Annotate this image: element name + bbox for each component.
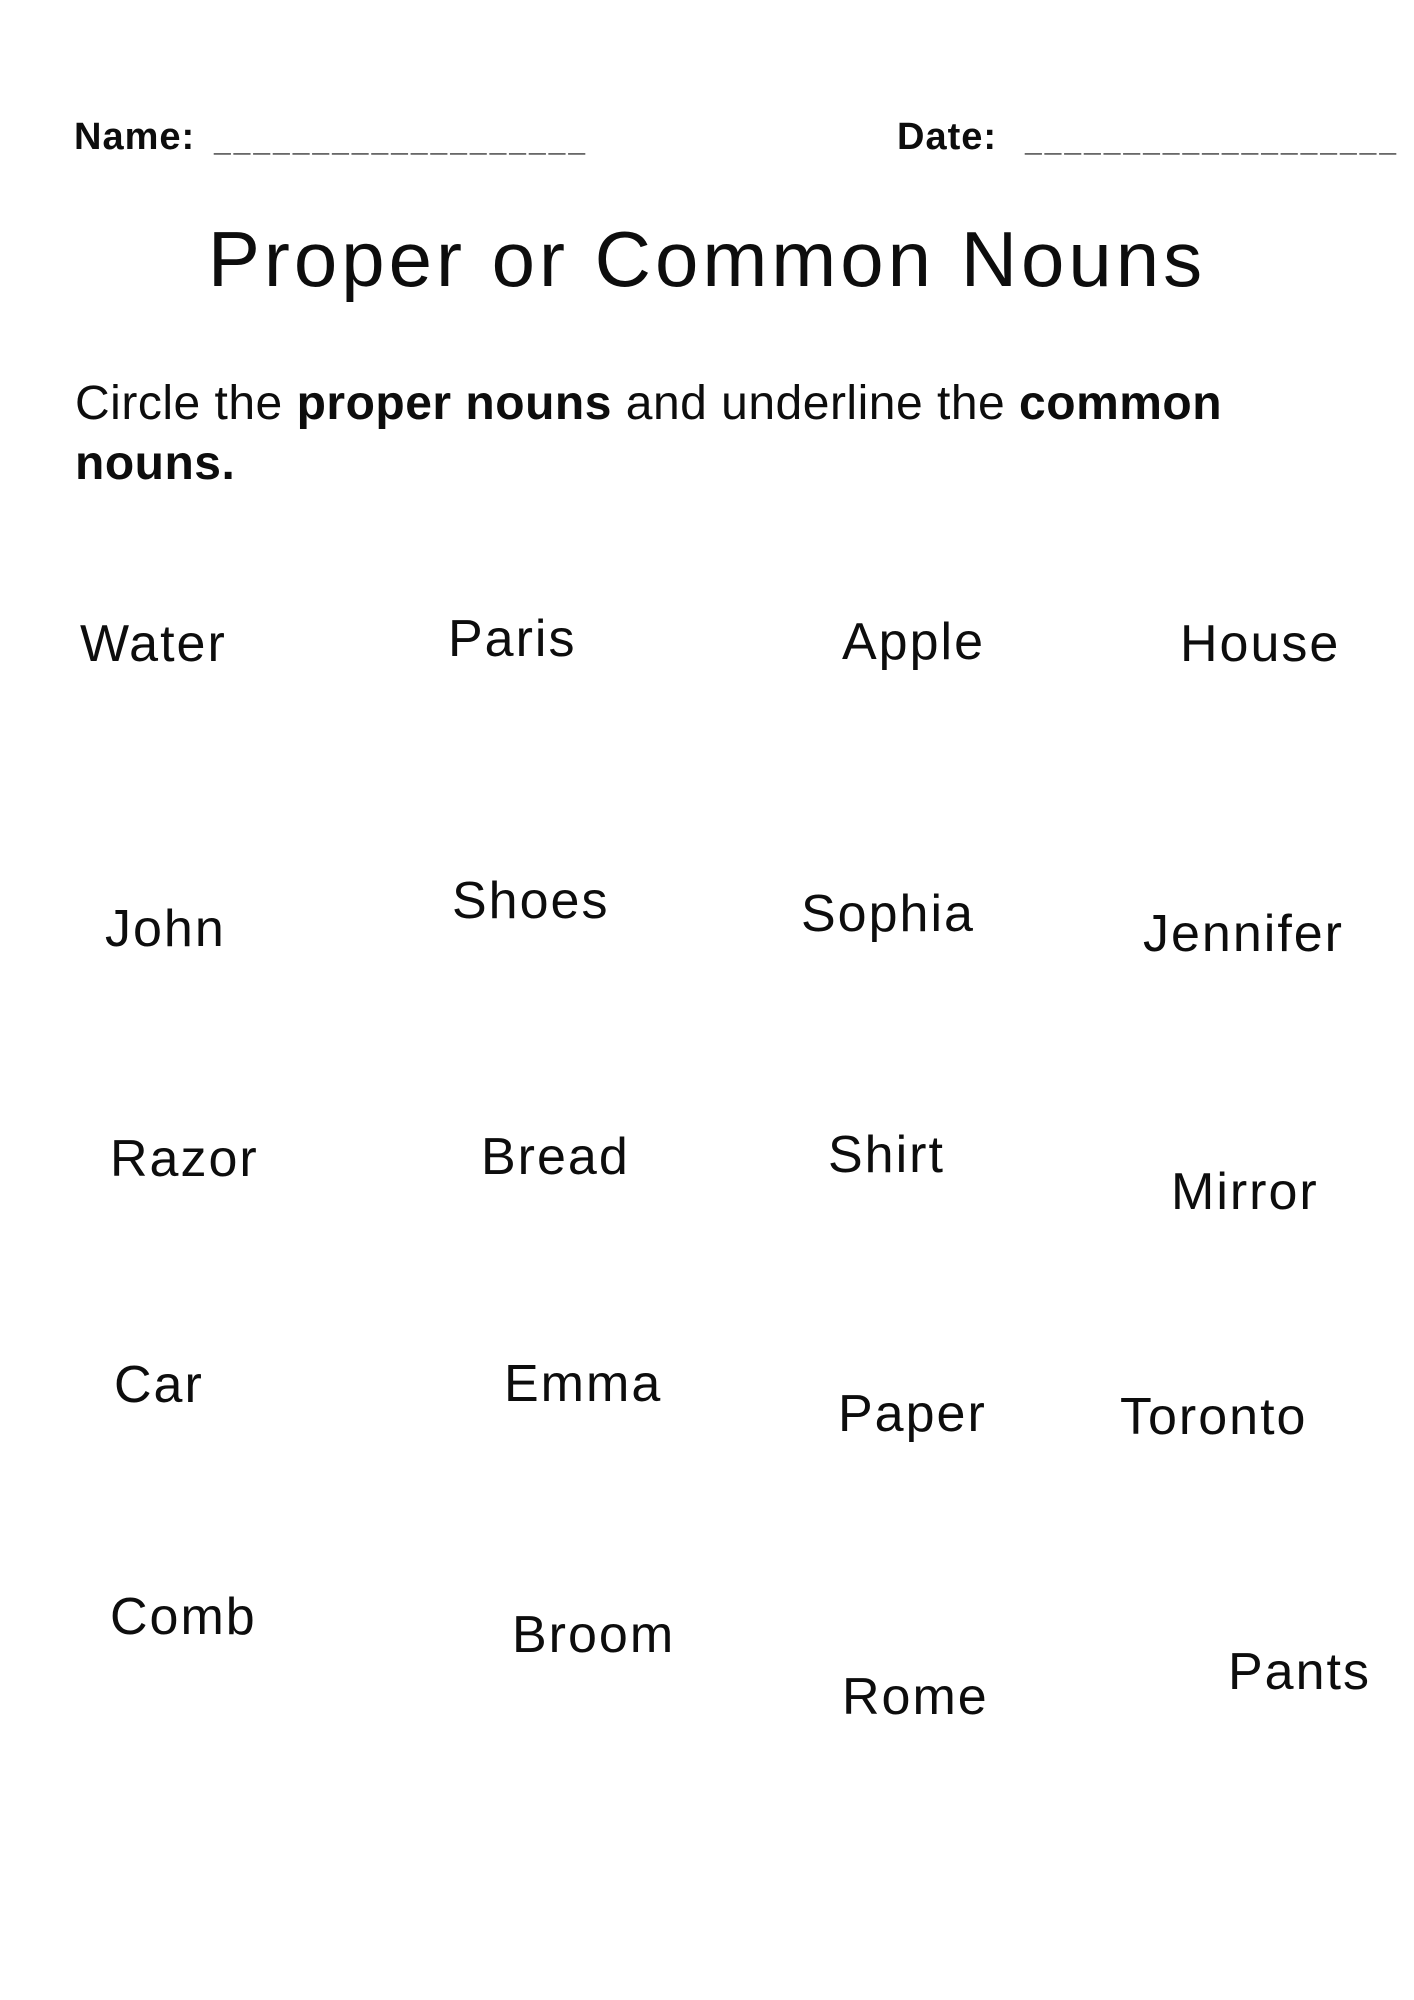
word-car: Car [114,1356,204,1414]
word-jennifer: Jennifer [1143,905,1344,963]
word-shoes: Shoes [452,872,610,930]
word-emma: Emma [504,1355,663,1413]
word-paper: Paper [838,1385,987,1443]
word-water: Water [80,615,227,673]
word-shirt: Shirt [828,1126,945,1184]
word-sophia: Sophia [801,885,975,943]
instruction-bold-nouns: nouns. [75,437,236,490]
date-blank-line: ___________________ [1025,125,1400,158]
instruction-text-circle-the: Circle the [75,377,297,430]
word-apple: Apple [842,613,985,671]
word-paris: Paris [448,610,577,668]
name-blank-line: ___________________ [214,125,589,158]
instruction-text-and-underline-the: and underline the [611,377,1020,430]
word-razor: Razor [110,1130,259,1188]
word-bread: Bread [481,1128,630,1186]
instructions-line-2 [75,434,1335,494]
word-broom: Broom [512,1606,676,1664]
word-toronto: Toronto [1120,1388,1308,1446]
name-label: Name: [74,116,196,158]
word-pants: Pants [1228,1643,1371,1701]
instructions [75,374,1335,494]
word-mirror: Mirror [1171,1163,1319,1221]
word-rome: Rome [842,1668,989,1726]
word-john: John [105,900,226,958]
word-comb: Comb [110,1588,257,1646]
date-label: Date: [897,116,998,158]
worksheet-title: Proper or Common Nouns [207,215,1207,303]
instruction-bold-proper-nouns: proper nouns [296,377,612,430]
instruction-bold-common: common [1019,377,1223,430]
word-house: House [1180,615,1341,673]
instructions-line-1 [75,374,1335,434]
